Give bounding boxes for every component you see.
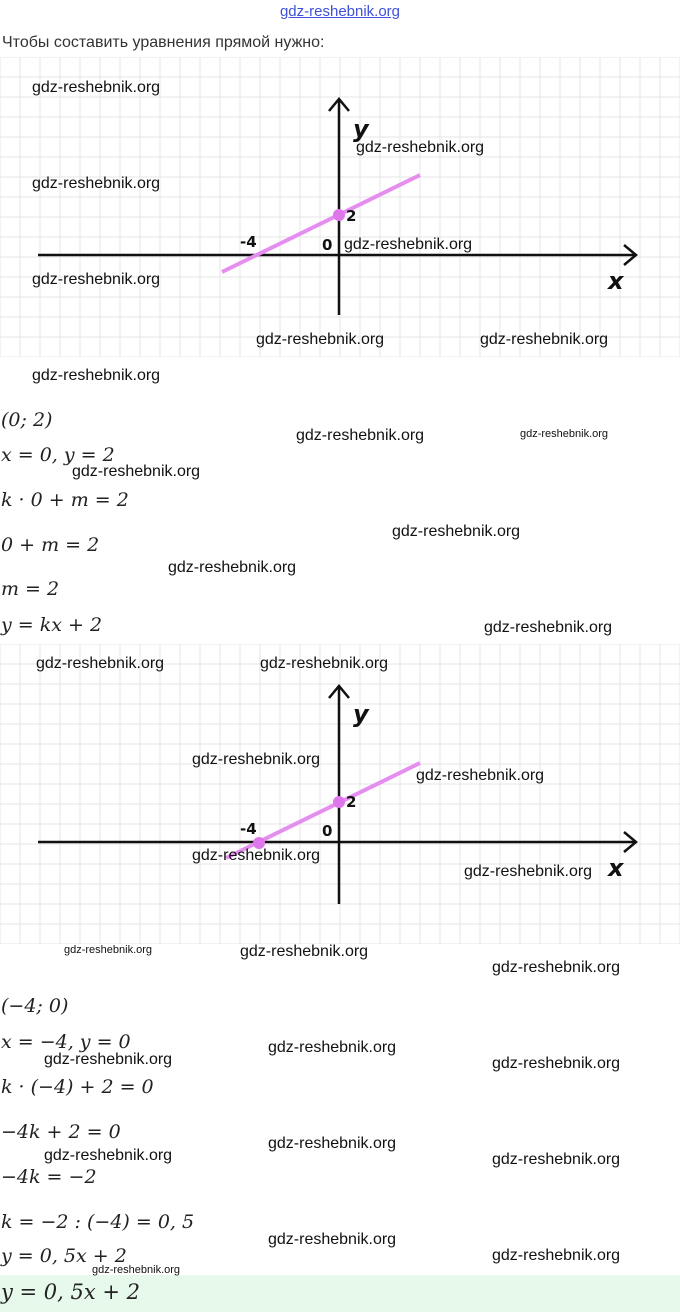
watermark: gdz-reshebnik.org [392,523,521,540]
watermark: gdz-reshebnik.org [32,271,161,288]
math-line: x = 0, y = 2 [1,444,115,466]
watermark: gdz-reshebnik.org [64,944,153,956]
watermark: gdz-reshebnik.org [416,767,545,784]
watermark: gdz-reshebnik.org [44,1051,173,1068]
watermark: gdz-reshebnik.org [268,1039,397,1056]
graph-2-svg [0,644,680,944]
y-axis-label: y [353,700,369,728]
math-line: (0; 2) [1,409,53,431]
watermark: gdz-reshebnik.org [192,847,321,864]
watermark: gdz-reshebnik.org [44,1147,173,1164]
watermark: gdz-reshebnik.org [296,427,425,444]
watermark: gdz-reshebnik.org [356,139,485,156]
math-line: m = 2 [1,578,60,600]
watermark: gdz-reshebnik.org [168,559,297,576]
graph-2 [0,644,680,944]
math-line: x = −4, y = 0 [1,1031,131,1053]
watermark: gdz-reshebnik.org [36,655,165,672]
watermark: gdz-reshebnik.org [260,655,389,672]
math-line: −4k = −2 [1,1166,97,1188]
math-line: 0 + m = 2 [1,534,100,556]
watermark: gdz-reshebnik.org [484,619,613,636]
tick-pos-label: 2 [346,207,357,225]
watermark: gdz-reshebnik.org [256,331,385,348]
watermark: gdz-reshebnik.org [268,1135,397,1152]
math-line: −4k + 2 = 0 [1,1121,121,1143]
graph-1 [0,57,680,357]
watermark: gdz-reshebnik.org [520,428,609,440]
tick-pos-label: 2 [346,793,357,811]
graph-1-svg [0,57,680,357]
x-axis-label: x [608,267,624,295]
watermark: gdz-reshebnik.org [492,1151,621,1168]
answer-box [0,1275,680,1312]
watermark: gdz-reshebnik.org [464,863,593,880]
math-line: y = kx + 2 [1,614,103,636]
point-0-2 [333,209,345,221]
watermark: gdz-reshebnik.org [32,79,161,96]
intro-text: Чтобы составить уравнения прямой нужно: [2,34,325,51]
point-0-2 [333,796,345,808]
math-line: (−4; 0) [1,995,69,1017]
watermark: gdz-reshebnik.org [492,1055,621,1072]
math-line: k = −2 : (−4) = 0, 5 [1,1211,195,1233]
answer-text: y = 0, 5x + 2 [1,1280,141,1304]
watermark: gdz-reshebnik.org [480,331,609,348]
math-line: y = 0, 5x + 2 [1,1245,127,1267]
tick-neg-label: -4 [240,233,257,251]
origin-label: 0 [322,822,333,840]
watermark: gdz-reshebnik.org [492,959,621,976]
watermark: gdz-reshebnik.org [192,751,321,768]
watermark: gdz-reshebnik.org [492,1247,621,1264]
watermark: gdz-reshebnik.org [268,1231,397,1248]
y-axis-label: y [353,115,369,143]
watermark: gdz-reshebnik.org [32,175,161,192]
watermark: gdz-reshebnik.org [92,1264,181,1276]
x-axis-label: x [608,854,624,882]
watermark: gdz-reshebnik.org [344,236,473,253]
origin-label: 0 [322,236,333,254]
watermark: gdz-reshebnik.org [240,943,369,960]
tick-neg-label: -4 [240,820,257,838]
watermark: gdz-reshebnik.org [72,463,201,480]
watermark: gdz-reshebnik.org [32,367,161,384]
math-line: k · 0 + m = 2 [1,489,129,511]
math-line: k · (−4) + 2 = 0 [1,1076,154,1098]
site-link[interactable]: gdz-reshebnik.org [279,3,401,20]
